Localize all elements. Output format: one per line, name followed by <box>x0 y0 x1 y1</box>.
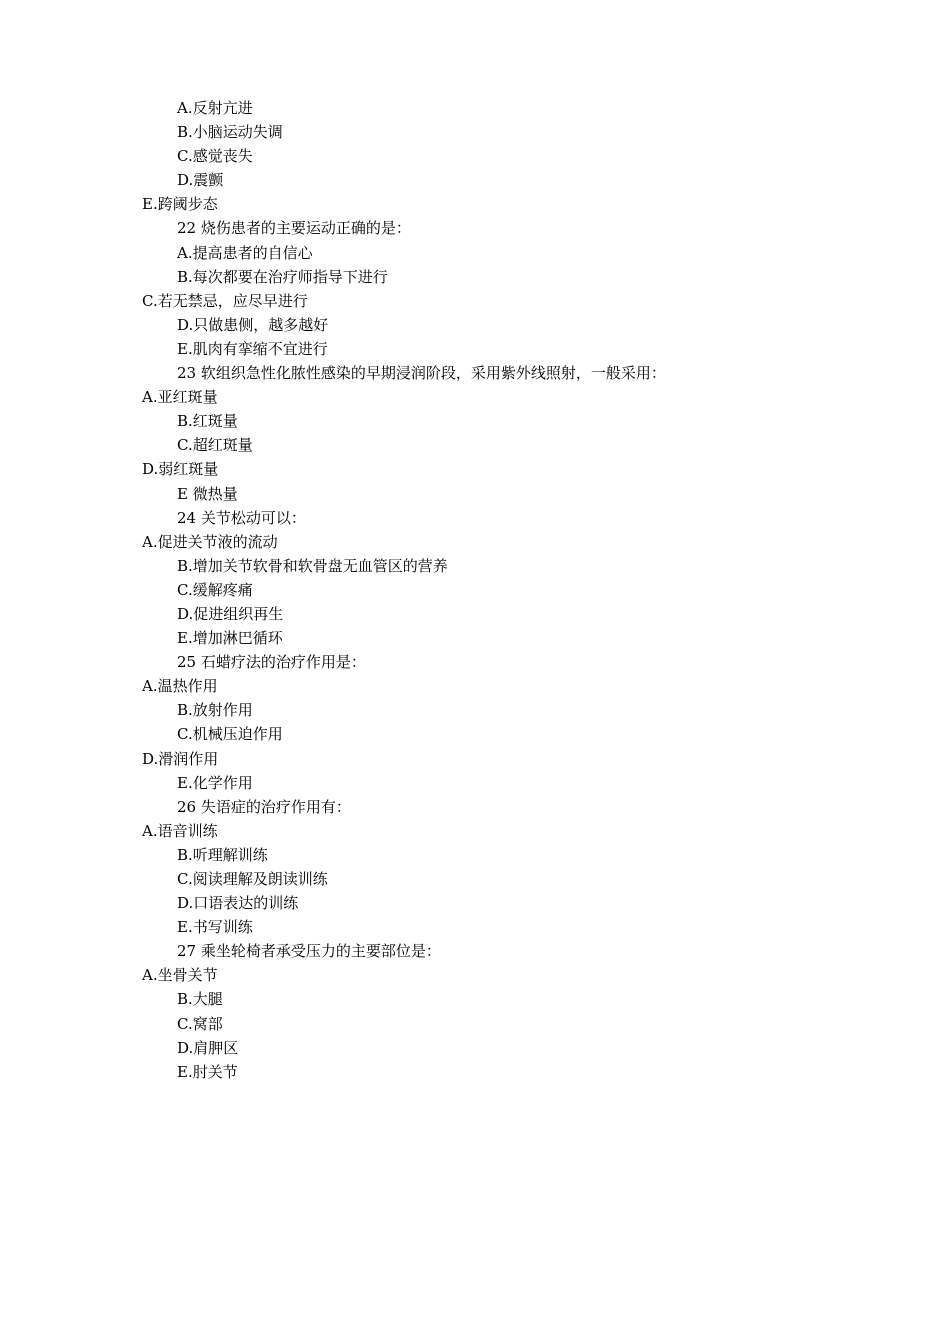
option-line: D.弱红斑量 <box>142 460 219 479</box>
option-line: A.反射亢进 <box>177 99 253 117</box>
option-line: E.书写训练 <box>177 918 253 937</box>
question-line: 22 烧伤患者的主要运动正确的是： <box>177 219 411 238</box>
option-line: B.听理解训练 <box>177 845 268 864</box>
question-line: 23 软组织急性化脓性感染的早期浸润阶段，采用紫外线照射，一般采用： <box>177 364 666 383</box>
option-line: B.增加关节软骨和软骨盘无血管区的营养 <box>177 556 448 575</box>
option-line: D.滑润作用 <box>142 749 219 768</box>
option-line: D.促进组织再生 <box>177 604 284 623</box>
option-line: D.肩胛区 <box>177 1038 239 1057</box>
option-line: B.每次都要在治疗师指导下进行 <box>177 267 388 286</box>
option-line: E.肌肉有挛缩不宜进行 <box>177 339 328 358</box>
question-line: 26 失语症的治疗作用有： <box>177 797 351 816</box>
option-line: B.小脑运动失调 <box>177 123 283 142</box>
question-line: 24 关节松动可以： <box>177 508 306 527</box>
option-line: D.震颤 <box>177 171 224 190</box>
option-line: C.阅读理解及朗读训练 <box>177 870 328 888</box>
option-line: A.亚红斑量 <box>142 388 218 407</box>
option-line: E.跨阈步态 <box>142 195 218 214</box>
option-line: B.放射作用 <box>177 701 253 720</box>
option-line: A.提高患者的自信心 <box>177 243 313 262</box>
option-line: A.坐骨关节 <box>142 966 218 985</box>
option-line: D.口语表达的训练 <box>177 894 299 913</box>
option-line: C.超红斑量 <box>177 436 253 455</box>
option-line: A.促进关节液的流动 <box>142 532 278 551</box>
option-line: C.窝部 <box>177 1014 223 1033</box>
option-line: B.红斑量 <box>177 412 238 431</box>
option-line: E.化学作用 <box>177 773 253 792</box>
option-line: C.机械压迫作用 <box>177 725 283 744</box>
option-line: C.若无禁忌，应尽早进行 <box>142 291 308 310</box>
option-line: E.增加淋巴循环 <box>177 629 283 648</box>
option-line: A.温热作用 <box>142 677 218 696</box>
document-page <box>0 96 950 1084</box>
question-line: 25 石蜡疗法的治疗作用是： <box>177 653 366 672</box>
question-line: 27 乘坐轮椅者承受压力的主要部位是： <box>177 942 441 961</box>
option-line: E 微热量 <box>177 484 238 503</box>
option-line: C.感觉丧失 <box>177 147 253 166</box>
option-line: A.语音训练 <box>142 821 218 840</box>
option-line: B.大腿 <box>177 990 223 1009</box>
option-line: E.肘关节 <box>177 1062 238 1081</box>
option-line: C.缓解疼痛 <box>177 580 253 599</box>
option-line: D.只做患侧，越多越好 <box>177 315 329 334</box>
